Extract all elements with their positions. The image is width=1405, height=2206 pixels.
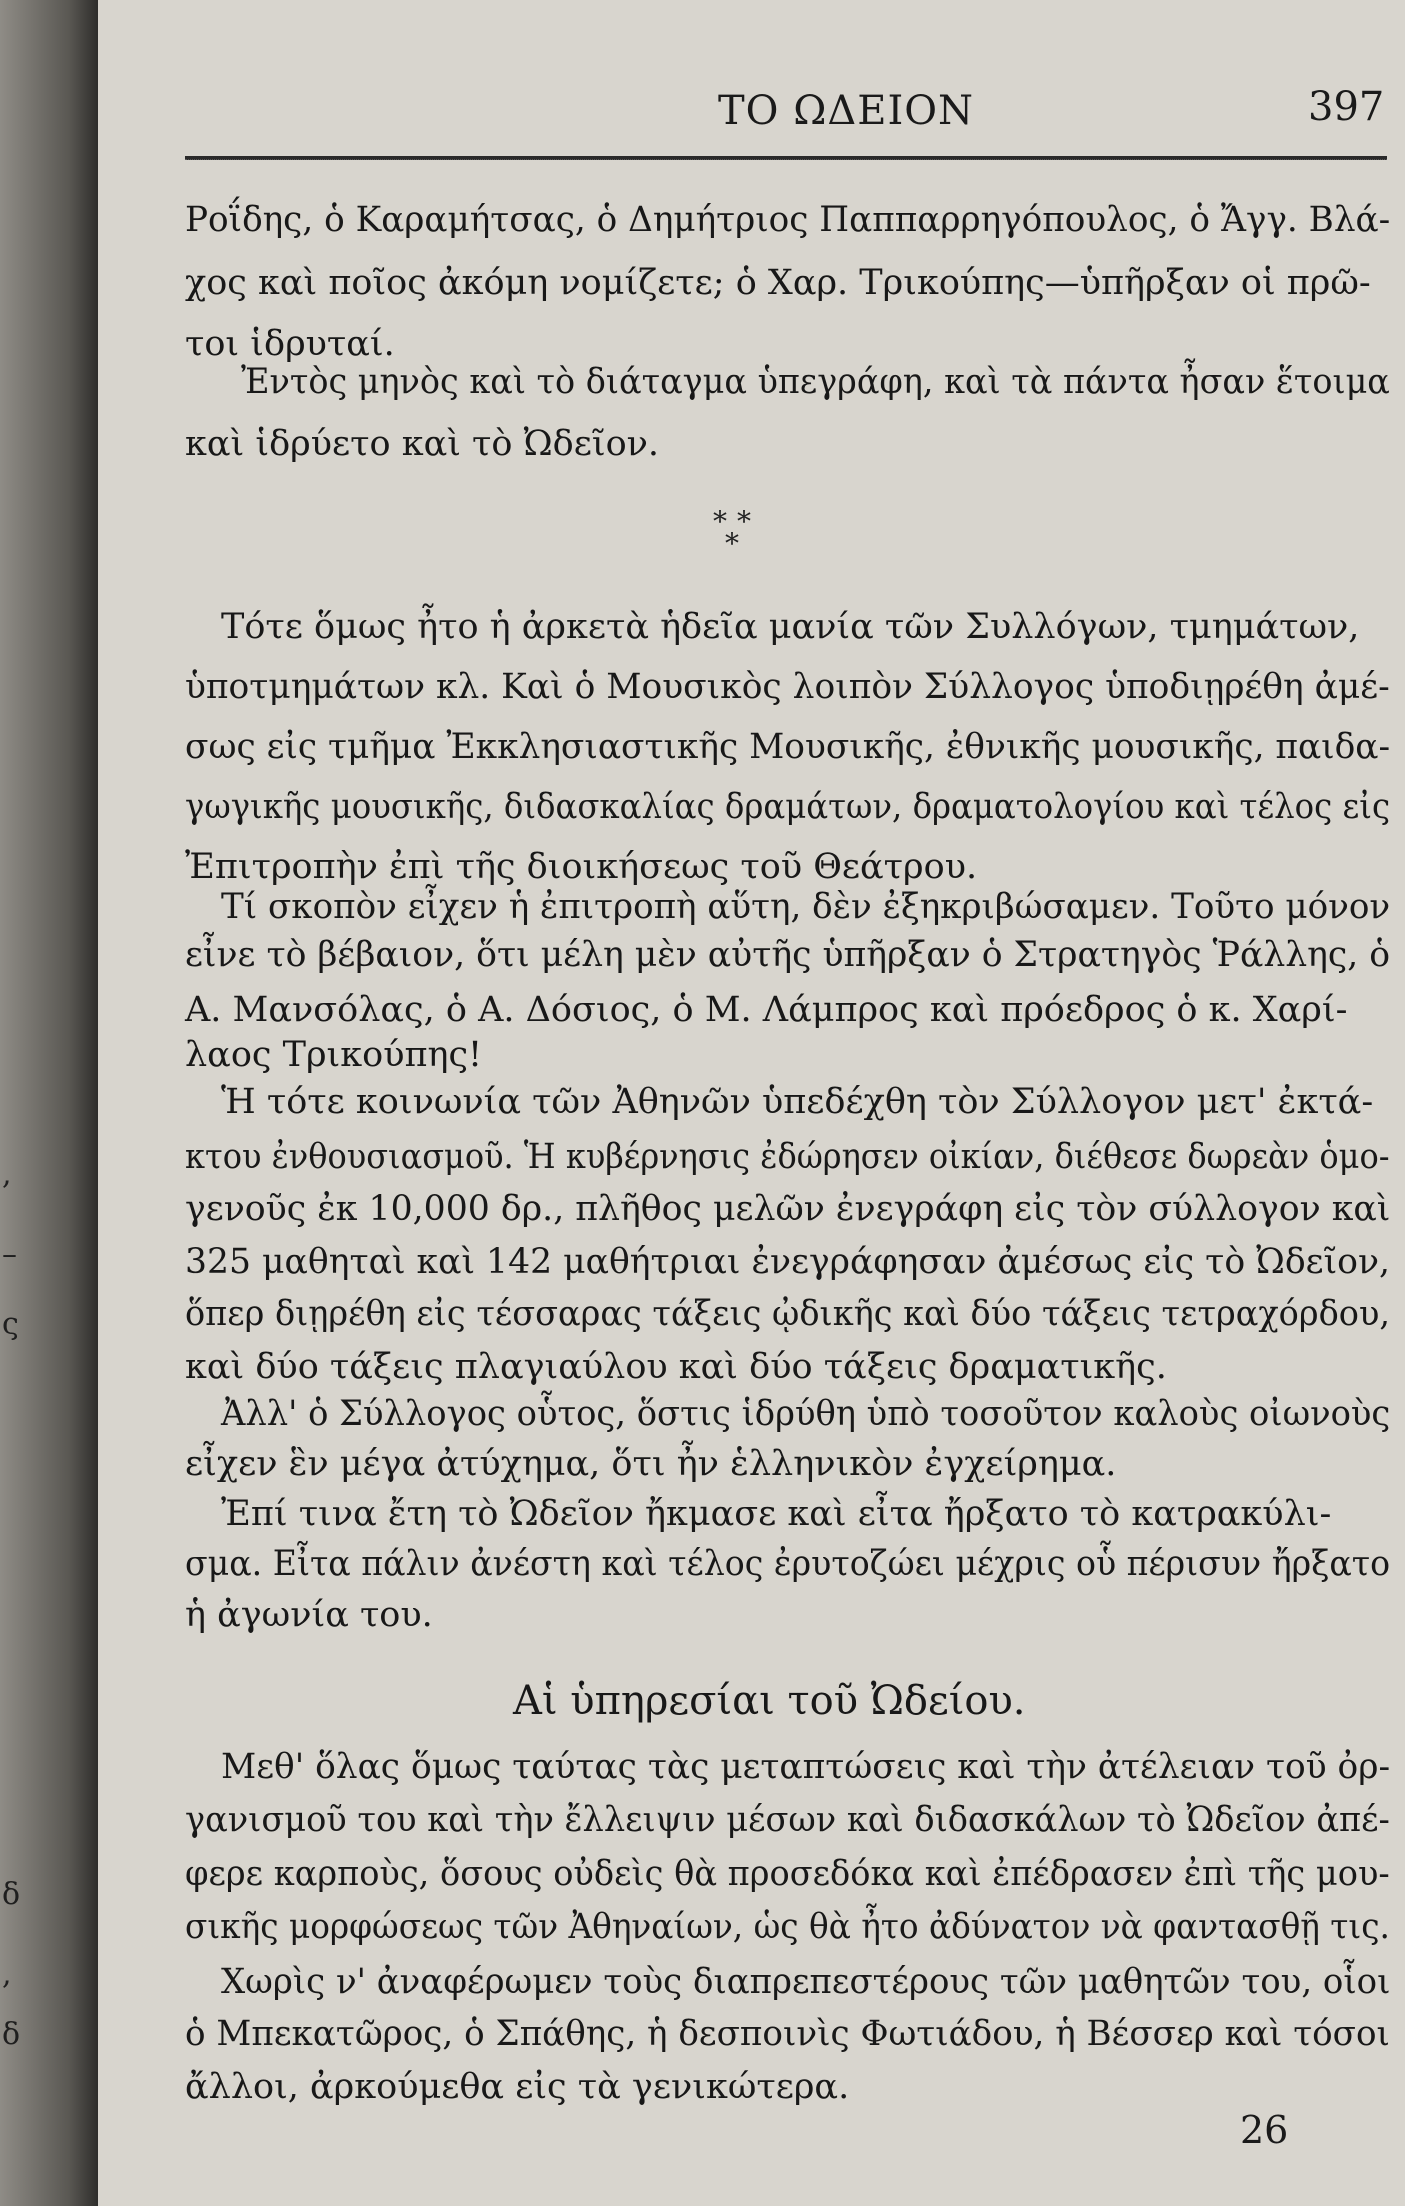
text-line: Τότε ὅμως ἦτο ἡ ἀρκετὰ ἡδεῖα μανία τῶν Συλλόγων, τμημάτων,: [221, 607, 1360, 647]
text-line: χος καὶ ποῖος ἀκόμη νομίζετε; ὁ Χαρ. Τρικούπης—ὑπῆρξαν οἱ πρῶ-: [185, 263, 1371, 303]
running-title: ΤΟ ΩΔΕΙΟΝ: [718, 88, 975, 134]
adjacent-page-edge: [0, 0, 98, 2206]
margin-mark: –: [2, 1237, 17, 1272]
text-line: τοι ἱδρυταί.: [185, 324, 395, 364]
book-page: [98, 0, 1405, 2206]
text-line: φερε καρποὺς, ὅσους οὐδεὶς θὰ προσεδόκα καὶ ἐπέδρασεν ἐπὶ τῆς μου-: [185, 1854, 1390, 1894]
text-line: σως εἰς τμῆμα Ἐκκλησιαστικῆς Μουσικῆς, ἐθνικῆς μουσικῆς, παιδα-: [185, 727, 1391, 767]
text-line: εἶχεν ἓν μέγα ἀτύχημα, ὅτι ἦν ἑλληνικὸν ἐγχείρημα.: [185, 1444, 1117, 1484]
text-line: ἡ ἀγωνία του.: [185, 1595, 433, 1635]
margin-mark: δ: [2, 1877, 21, 1912]
text-line: Α. Μανσόλας, ὁ Α. Δόσιος, ὁ Μ. Λάμπρος καὶ πρόεδρος ὁ κ. Χαρί-: [185, 990, 1348, 1030]
asterism: * * *: [713, 505, 751, 560]
margin-mark: ς: [2, 1307, 19, 1342]
text-line: γανισμοῦ του καὶ τὴν ἔλλειψιν μέσων καὶ διδασκάλων τὸ Ὠδεῖον ἀπέ-: [185, 1800, 1390, 1840]
running-header: [178, 84, 1405, 136]
text-line: Ἐπί τινα ἔτη τὸ Ὠδεῖον ἤκμασε καὶ εἶτα ἤρξατο τὸ κατρακύλι-: [221, 1494, 1332, 1534]
text-line: λαος Τρικούπης!: [185, 1035, 483, 1075]
text-line: Ἐπιτροπὴν ἐπὶ τῆς διοικήσεως τοῦ Θεάτρου.: [185, 847, 978, 887]
text-line: ὑποτμημάτων κλ. Καὶ ὁ Μουσικὸς λοιπὸν Σύλλογος ὑποδιῃρέθη ἀμέ-: [185, 667, 1390, 707]
text-line: Ροΐδης, ὁ Καραμήτσας, ὁ Δημήτριος Παππαρρηγόπουλος, ὁ Ἄγγ. Βλά-: [185, 200, 1391, 240]
text-line: γωγικῆς μουσικῆς, διδασκαλίας δραμάτων, δραματολογίου καὶ τέλος εἰς: [185, 787, 1391, 827]
text-line: σμα. Εἶτα πάλιν ἀνέστη καὶ τέλος ἐρυτοζώει μέχρις οὗ πέρισυν ἤρξατο: [185, 1544, 1391, 1584]
page-number: 397: [1308, 84, 1385, 130]
text-line: καὶ ἱδρύετο καὶ τὸ Ὠδεῖον.: [185, 424, 660, 464]
header-rule: [185, 156, 1387, 160]
text-line: ὁ Μπεκατῶρος, ὁ Σπάθης, ἡ δεσποινὶς Φωτιάδου, ἡ Βέσσερ καὶ τόσοι: [185, 2014, 1390, 2054]
text-line: ἄλλοι, ἀρκούμεθα εἰς τὰ γενικώτερα.: [185, 2067, 850, 2107]
margin-mark: δ: [2, 2017, 21, 2052]
text-line: σικῆς μορφώσεως τῶν Ἀθηναίων, ὡς θὰ ἦτο ἀδύνατον νὰ φαντασθῇ τις.: [185, 1907, 1390, 1947]
margin-mark: ,: [2, 1957, 12, 1992]
text-line: γενοῦς ἐκ 10,000 δρ., πλῆθος μελῶν ἐνεγράφη εἰς τὸν σύλλογον καὶ: [185, 1189, 1391, 1229]
text-line: καὶ δύο τάξεις πλαγιαύλου καὶ δύο τάξεις δραματικῆς.: [185, 1347, 1167, 1387]
margin-mark: ,: [2, 1157, 12, 1192]
text-line: Ἡ τότε κοινωνία τῶν Ἀθηνῶν ὑπεδέχθη τὸν Σύλλογον μετ' ἐκτά-: [221, 1082, 1374, 1122]
text-line: Ἀλλ' ὁ Σύλλογος οὗτος, ὅστις ἱδρύθη ὑπὸ τοσοῦτον καλοὺς οἰωνοὺς: [221, 1394, 1391, 1434]
text-line: ὅπερ διῃρέθη εἰς τέσσαρας τάξεις ᾠδικῆς καὶ δύο τάξεις τετραχόρδου,: [185, 1294, 1390, 1334]
text-line: κτου ἐνθουσιασμοῦ. Ἡ κυβέρνησις ἐδώρησεν οἰκίαν, διέθεσε δωρεὰν ὁμο-: [185, 1137, 1390, 1177]
text-line: εἶνε τὸ βέβαιον, ὅτι μέλη μὲν αὐτῆς ὑπῆρξαν ὁ Στρατηγὸς Ῥάλλης, ὁ: [185, 935, 1391, 975]
text-line: Μεθ' ὅλας ὅμως ταύτας τὰς μεταπτώσεις καὶ τὴν ἀτέλειαν τοῦ ὀρ-: [221, 1747, 1391, 1787]
section-heading: Αἱ ὑπηρεσίαι τοῦ Ὠδείου.: [513, 1678, 1026, 1724]
text-line: Τί σκοπὸν εἶχεν ἡ ἐπιτροπὴ αὕτη, δὲν ἐξηκριβώσαμεν. Τοῦτο μόνον: [221, 887, 1391, 927]
text-line: Χωρὶς ν' ἀναφέρωμεν τοὺς διαπρεπεστέρους τῶν μαθητῶν του, οἷοι: [221, 1962, 1391, 2002]
signature-number: 26: [1240, 2108, 1289, 2152]
text-line: Ἐντὸς μηνὸς καὶ τὸ διάταγμα ὑπεγράφη, καὶ τὰ πάντα ἦσαν ἕτοιμα: [241, 362, 1390, 402]
text-line: 325 μαθηταὶ καὶ 142 μαθήτριαι ἐνεγράφησαν ἀμέσως εἰς τὸ Ὠδεῖον,: [185, 1242, 1391, 1282]
